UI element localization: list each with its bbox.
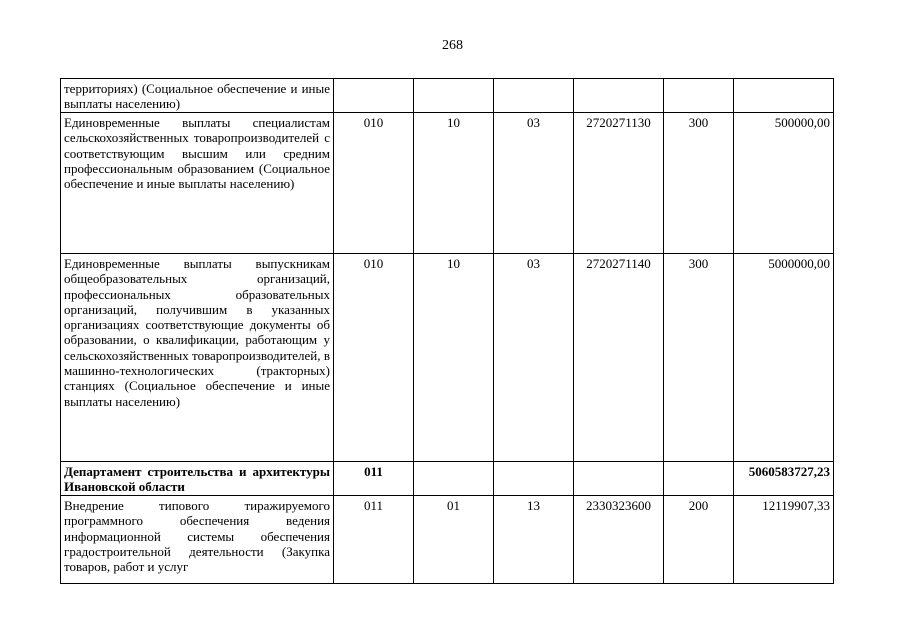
target-article-code [574, 462, 664, 496]
amount-value: 5060583727,23 [734, 462, 834, 496]
subsection-code: 03 [494, 254, 574, 462]
row-description: Единовременные выплаты выпускникам общеобразовательных организаций, профессиональных образовательных организаций, получившим в указанных организациях соответствующие документы об образовании, о квалификации, работающим у сельскохозяйственных товаропроизводителей, в машинно-технологических (тракторных) станциях (Социальное обеспечение и иные выплаты населению) [61, 254, 334, 462]
target-article-code: 2330323600 [574, 496, 664, 584]
expense-type-code [664, 462, 734, 496]
ministry-code [334, 79, 414, 113]
expense-type-code: 200 [664, 496, 734, 584]
row-description: территориях) (Социальное обеспечение и иные выплаты населению) [61, 79, 334, 113]
target-article-code: 2720271140 [574, 254, 664, 462]
section-code [414, 462, 494, 496]
section-code [414, 79, 494, 113]
table-row [61, 254, 834, 462]
section-code: 10 [414, 254, 494, 462]
amount-value: 12119907,33 [734, 496, 834, 584]
ministry-code: 011 [334, 496, 414, 584]
row-description: Внедрение типового тиражируемого программного обеспечения ведения информационной системы обеспечения градостроительной деятельности (Закупка товаров, работ и услуг [61, 496, 334, 584]
expense-type-code [664, 79, 734, 113]
subsection-code [494, 462, 574, 496]
table-row [61, 79, 834, 113]
row-description: Департамент строительства и архитектуры Ивановской области [61, 462, 334, 496]
expense-type-code: 300 [664, 254, 734, 462]
budget-table [60, 78, 834, 584]
section-code: 10 [414, 113, 494, 254]
expense-type-code: 300 [664, 113, 734, 254]
amount-value: 5000000,00 [734, 254, 834, 462]
subsection-code [494, 79, 574, 113]
page-number: 268 [442, 38, 463, 53]
table-row [61, 462, 834, 496]
section-code: 01 [414, 496, 494, 584]
row-description: Единовременные выплаты специалистам сельскохозяйственных товаропроизводителей с соответствующим высшим или средним профессиональным образованием (Социальное обеспечение и иные выплаты населению) [61, 113, 334, 254]
table-row [61, 113, 834, 254]
ministry-code: 011 [334, 462, 414, 496]
ministry-code: 010 [334, 113, 414, 254]
amount-value [734, 79, 834, 113]
table-row [61, 496, 834, 584]
target-article-code [574, 79, 664, 113]
subsection-code: 13 [494, 496, 574, 584]
target-article-code: 2720271130 [574, 113, 664, 254]
amount-value: 500000,00 [734, 113, 834, 254]
ministry-code: 010 [334, 254, 414, 462]
subsection-code: 03 [494, 113, 574, 254]
